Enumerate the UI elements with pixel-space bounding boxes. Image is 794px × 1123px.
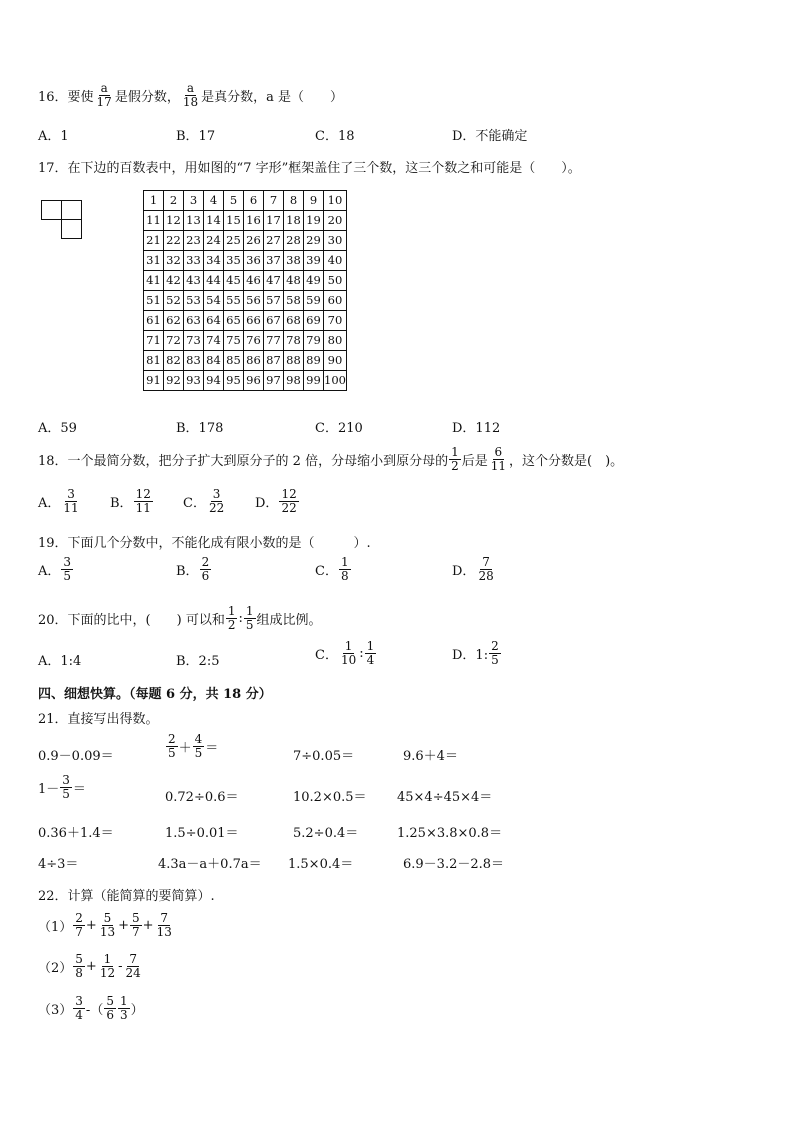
q21-item-fraction-sub: 1－ $\frac{3}{5}$ ＝: [38, 773, 86, 801]
hundred-table-cell: 33: [184, 251, 204, 271]
q16-stem: 16．要使 $\frac{a}{17}$ 是假分数， $\frac{a}{18}$ 是真分数，a 是（ ）: [38, 81, 344, 109]
hundred-table-cell: 49: [304, 271, 324, 291]
hundred-table-cell: 12: [164, 211, 184, 231]
q21-item: 1.25×3.8×0.8＝: [397, 826, 503, 841]
hundred-table-cell: 87: [264, 351, 284, 371]
hundred-table-cell: 83: [184, 351, 204, 371]
q16-option-a: A．1: [38, 129, 69, 144]
hundred-table-cell: 43: [184, 271, 204, 291]
hundred-table-cell: 9: [304, 191, 324, 211]
hundred-table-cell: 84: [204, 351, 224, 371]
q21-item: 6.9－3.2－2.8＝: [403, 857, 505, 872]
hundred-table-cell: 98: [284, 371, 304, 391]
hundred-table-cell: 82: [164, 351, 184, 371]
hundred-table-cell: 14: [204, 211, 224, 231]
hundred-table-cell: 42: [164, 271, 184, 291]
hundred-table-cell: 11: [144, 211, 164, 231]
hundred-table-cell: 69: [304, 311, 324, 331]
q17-option-d: D．112: [452, 421, 501, 436]
q21-item-fraction-sum: $\frac{2}{5}$ ＋ $\frac{4}{5}$ ＝: [168, 732, 219, 760]
hundred-table-cell: 59: [304, 291, 324, 311]
q16-fraction-2: $\frac{a}{18}$: [182, 81, 199, 109]
q20-ratio-right: $\frac{1}{5}$: [245, 604, 254, 632]
hundred-table-cell: 26: [244, 231, 264, 251]
hundred-table-cell: 95: [224, 371, 244, 391]
q20-option-d: D．1: $\frac{2}{5}$: [452, 639, 499, 667]
hundred-table-cell: 88: [284, 351, 304, 371]
hundred-table-cell: 100: [324, 371, 347, 391]
q18-fraction-2: $\frac{6}{11}$: [490, 445, 507, 473]
q17-stem: 17．在下边的百数表中，用如图的“7 字形”框架盖住了三个数，这三个数之和可能是（ ）。: [38, 161, 581, 176]
hundred-table-cell: 50: [324, 271, 347, 291]
hundred-table-cell: 34: [204, 251, 224, 271]
q21-item: 4÷3＝: [38, 857, 79, 872]
hundred-table-cell: 23: [184, 231, 204, 251]
hundred-table-cell: 56: [244, 291, 264, 311]
q21-item: 1.5×0.4＝: [288, 857, 354, 872]
q21-item: 0.36＋1.4＝: [38, 826, 114, 841]
hundred-table-cell: 32: [164, 251, 184, 271]
hundred-table-cell: 99: [304, 371, 324, 391]
q17-option-c: C．210: [315, 421, 363, 436]
hundred-table-cell: 16: [244, 211, 264, 231]
hundred-table-cell: 81: [144, 351, 164, 371]
hundred-table-cell: 71: [144, 331, 164, 351]
hundred-table-row: [144, 271, 347, 291]
hundred-table-cell: 4: [204, 191, 224, 211]
hundred-table-cell: 1: [144, 191, 164, 211]
hundred-table-cell: 37: [264, 251, 284, 271]
hundred-table-cell: 15: [224, 211, 244, 231]
hundred-table-cell: 60: [324, 291, 347, 311]
q20-ratio-left: $\frac{1}{2}$: [227, 604, 236, 632]
hundred-table-cell: 8: [284, 191, 304, 211]
q18-option-c: C． $\frac{3}{22}$: [183, 487, 225, 515]
hundred-table-cell: 41: [144, 271, 164, 291]
hundred-table-cell: 47: [264, 271, 284, 291]
hundred-table-cell: 68: [284, 311, 304, 331]
hundred-table-cell: 97: [264, 371, 284, 391]
hundred-table-cell: 48: [284, 271, 304, 291]
hundred-table-row: [144, 231, 347, 251]
hundred-table-cell: 20: [324, 211, 347, 231]
hundred-table-cell: 80: [324, 331, 347, 351]
hundred-table-row: [144, 291, 347, 311]
hundred-table-cell: 13: [184, 211, 204, 231]
hundred-table-cell: 55: [224, 291, 244, 311]
hundred-table-cell: 24: [204, 231, 224, 251]
hundred-table-cell: 2: [164, 191, 184, 211]
hundred-table-cell: 52: [164, 291, 184, 311]
q22-part-2: （2） $\frac{5}{8}$ + $\frac{1}{12}$ - $\frac{7}{24}$: [38, 952, 141, 980]
q21-item: 45×4÷45×4＝: [397, 790, 493, 805]
hundred-table-cell: 79: [304, 331, 324, 351]
hundred-table-cell: 7: [264, 191, 284, 211]
hundred-table-row: [144, 351, 347, 371]
hundred-table-cell: 18: [284, 211, 304, 231]
hundred-table-cell: 75: [224, 331, 244, 351]
hundred-table-cell: 96: [244, 371, 264, 391]
hundred-table-cell: 21: [144, 231, 164, 251]
hundred-table-cell: 77: [264, 331, 284, 351]
q18-option-b: B． $\frac{12}{11}$: [110, 487, 151, 515]
q18-option-d: D． $\frac{12}{22}$: [255, 487, 297, 515]
q20-option-a: A．1:4: [38, 654, 82, 669]
hundred-table-cell: 27: [264, 231, 284, 251]
hundred-table-cell: 54: [204, 291, 224, 311]
q20-stem: 20．下面的比中，( ) 可以和 $\frac{1}{2}$ : $\frac{1}{5}$ 组成比例。: [38, 604, 322, 632]
hundred-table-cell: 31: [144, 251, 164, 271]
q18-option-a: A． $\frac{3}{11}$: [38, 487, 79, 515]
hundred-table-cell: 17: [264, 211, 284, 231]
hundred-table-cell: 70: [324, 311, 347, 331]
hundred-table-cell: 93: [184, 371, 204, 391]
q21-item: 1.5÷0.01＝: [165, 826, 239, 841]
hundred-table: [143, 190, 347, 391]
hundred-table-cell: 63: [184, 311, 204, 331]
hundred-table-cell: 91: [144, 371, 164, 391]
hundred-table-cell: 65: [224, 311, 244, 331]
hundred-table-cell: 51: [144, 291, 164, 311]
hundred-table-cell: 38: [284, 251, 304, 271]
q19-option-c: C． $\frac{1}{8}$: [315, 555, 349, 583]
q18-fraction-1: $\frac{1}{2}$: [451, 445, 459, 473]
hundred-table-cell: 44: [204, 271, 224, 291]
hundred-table-cell: 94: [204, 371, 224, 391]
q20-option-b: B．2:5: [176, 654, 220, 669]
q19-stem: 19．下面几个分数中，不能化成有限小数的是（ ）.: [38, 536, 371, 551]
hundred-table-row: [144, 211, 347, 231]
hundred-table-row: [144, 191, 347, 211]
hundred-table-cell: 61: [144, 311, 164, 331]
q22-part-1: （1） $\frac{2}{7}$ + $\frac{5}{13}$ + $\frac{5}{7}$ + $\frac{7}{13}$: [38, 911, 172, 939]
q21-item: 7÷0.05＝: [293, 749, 355, 764]
q19-option-b: B． $\frac{2}{6}$: [176, 555, 210, 583]
hundred-table-cell: 39: [304, 251, 324, 271]
q21-item: 0.72÷0.6＝: [165, 790, 239, 805]
hundred-table-cell: 6: [244, 191, 264, 211]
hundred-table-cell: 64: [204, 311, 224, 331]
q21-item: 5.2÷0.4＝: [293, 826, 359, 841]
hundred-table-cell: 76: [244, 331, 264, 351]
hundred-table-cell: 89: [304, 351, 324, 371]
hundred-table-cell: 46: [244, 271, 264, 291]
hundred-table-cell: 36: [244, 251, 264, 271]
q21-stem: 21．直接写出得数。: [38, 712, 159, 727]
q16-option-d: D．不能确定: [452, 129, 528, 144]
hundred-table-row: [144, 331, 347, 351]
q18-stem: 18．一个最简分数，把分子扩大到原分子的 2 倍，分母缩小到原分母的 $\frac{1}{2}$ 后是 $\frac{6}{11}$ ，这个分数是( )。: [38, 445, 624, 473]
q19-option-a: A． $\frac{3}{5}$: [38, 555, 72, 583]
hundred-table-cell: 19: [304, 211, 324, 231]
hundred-table-cell: 92: [164, 371, 184, 391]
q21-item: 4.3a－a＋0.7a＝: [158, 857, 262, 872]
hundred-table-cell: 62: [164, 311, 184, 331]
hundred-table-cell: 67: [264, 311, 284, 331]
hundred-table-cell: 78: [284, 331, 304, 351]
hundred-table-cell: 5: [224, 191, 244, 211]
hundred-table-cell: 66: [244, 311, 264, 331]
q22-part-3: （3） $\frac{3}{4}$ -（ $\frac{5}{6}$ $\frac{1}{3}$ ）: [38, 994, 144, 1022]
q17-option-a: A．59: [38, 421, 77, 436]
hundred-table-cell: 28: [284, 231, 304, 251]
q17-option-b: B．178: [176, 421, 224, 436]
hundred-table-cell: 30: [324, 231, 347, 251]
hundred-table-cell: 53: [184, 291, 204, 311]
seven-shape-figure: [41, 200, 81, 238]
hundred-table-cell: 85: [224, 351, 244, 371]
q20-option-c: C． $\frac{1}{10}$ : $\frac{1}{4}$: [315, 639, 375, 667]
q22-stem: 22．计算（能简算的要简算）.: [38, 889, 215, 904]
hundred-table-cell: 25: [224, 231, 244, 251]
hundred-table-cell: 35: [224, 251, 244, 271]
hundred-table-cell: 74: [204, 331, 224, 351]
hundred-table-cell: 73: [184, 331, 204, 351]
hundred-table-cell: 90: [324, 351, 347, 371]
hundred-table-cell: 3: [184, 191, 204, 211]
hundred-table-cell: 86: [244, 351, 264, 371]
hundred-table-cell: 57: [264, 291, 284, 311]
hundred-table-cell: 45: [224, 271, 244, 291]
q16-option-c: C．18: [315, 129, 355, 144]
hundred-table-cell: 40: [324, 251, 347, 271]
hundred-table-cell: 29: [304, 231, 324, 251]
hundred-table-row: [144, 371, 347, 391]
hundred-table-cell: 72: [164, 331, 184, 351]
q21-item: 9.6＋4＝: [403, 749, 458, 764]
hundred-table-cell: 58: [284, 291, 304, 311]
section-heading: 四、细想快算。（每题 6 分，共 18 分）: [38, 687, 272, 702]
hundred-table-cell: 22: [164, 231, 184, 251]
q21-item: 0.9－0.09＝: [38, 749, 114, 764]
hundred-table-row: [144, 251, 347, 271]
q16-option-b: B．17: [176, 129, 216, 144]
q21-item: 10.2×0.5＝: [293, 790, 367, 805]
q19-option-d: D． $\frac{7}{28}$: [452, 555, 494, 583]
hundred-table-row: [144, 311, 347, 331]
hundred-table-cell: 10: [324, 191, 347, 211]
q16-fraction-1: $\frac{a}{17}$: [96, 81, 112, 109]
